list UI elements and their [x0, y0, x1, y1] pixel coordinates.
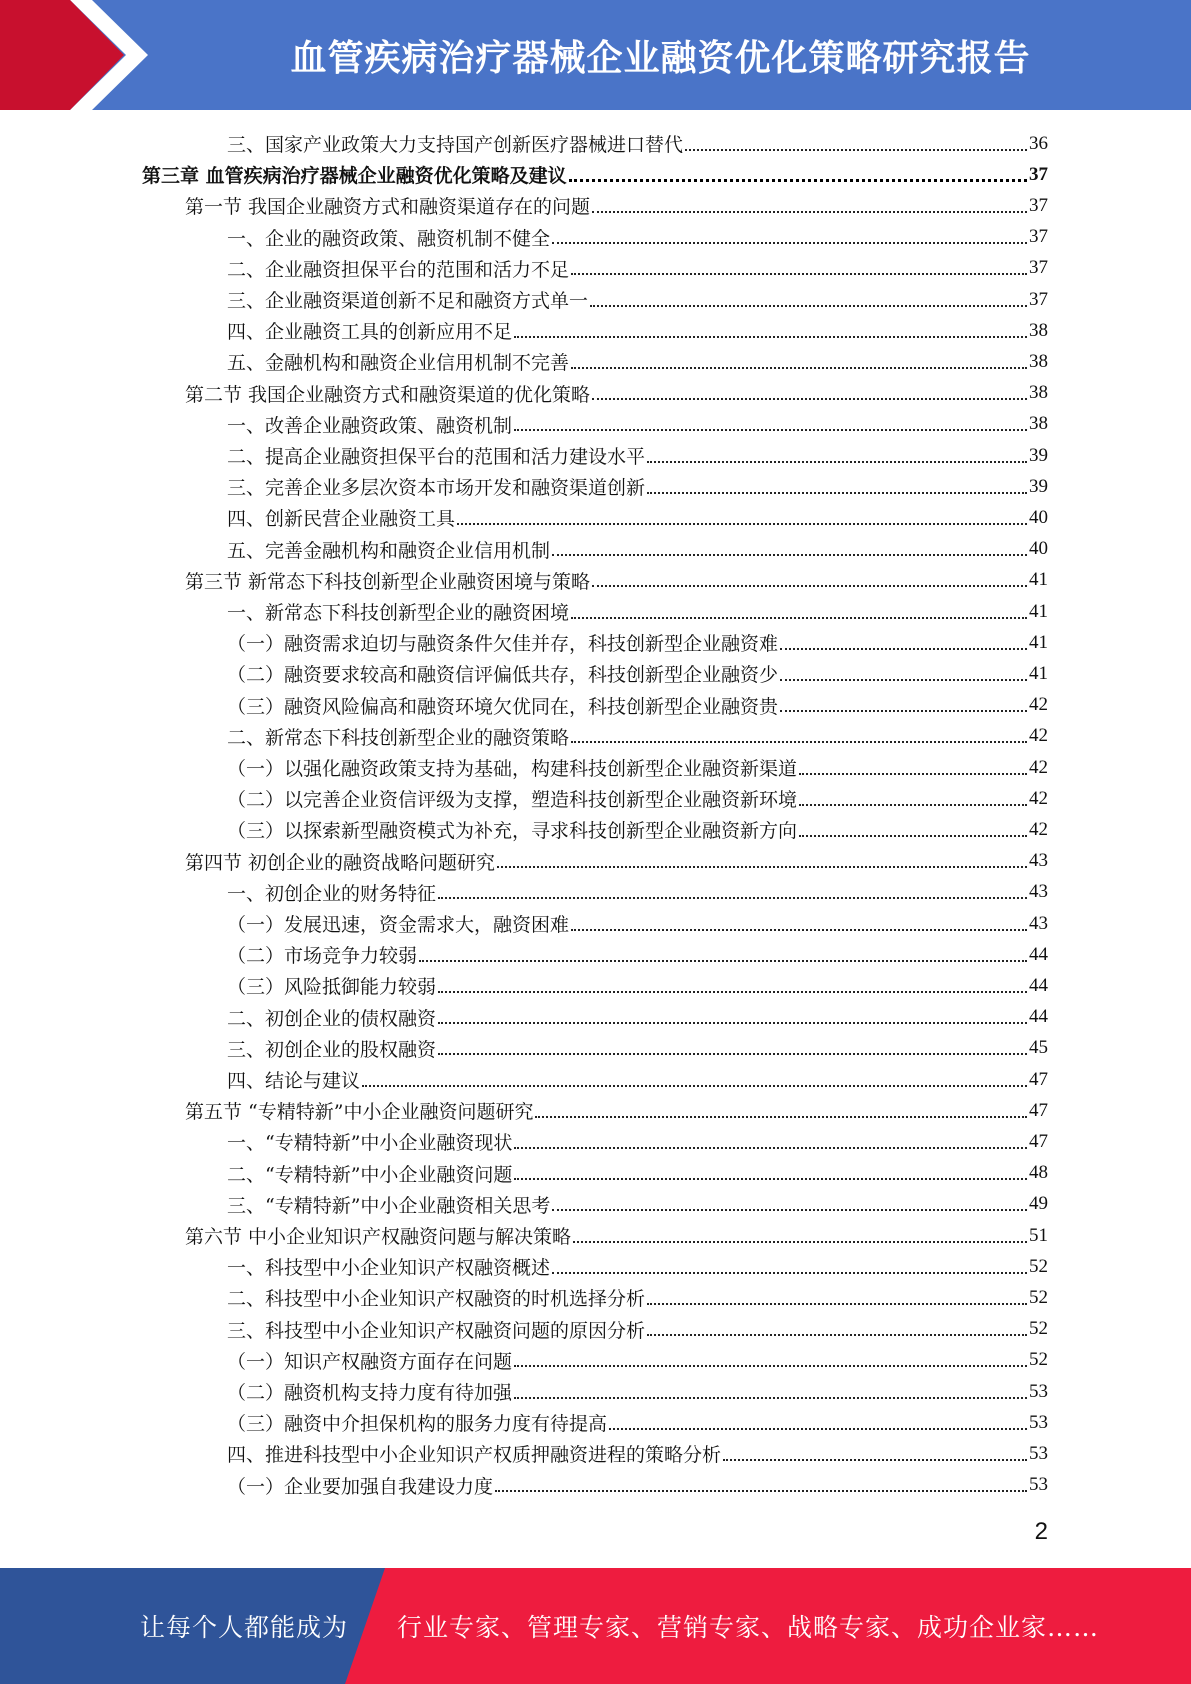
- toc-entry-page: 39: [1029, 475, 1048, 497]
- toc-entry-label: （一）以强化融资政策支持为基础，构建科技创新型企业融资新渠道: [227, 758, 798, 780]
- toc-dot-leader: [514, 1377, 1027, 1399]
- toc-dot-leader: [647, 1283, 1027, 1305]
- toc-entry[interactable]: [227, 471, 1048, 502]
- toc-entry-page: 52: [1029, 1349, 1048, 1371]
- toc-entry-page: 41: [1029, 662, 1048, 684]
- toc-entry[interactable]: [227, 877, 1048, 908]
- toc-entry-label: （二）市场竞争力较弱: [227, 945, 418, 968]
- toc-dot-leader: [362, 1065, 1027, 1087]
- toc-dot-leader: [552, 534, 1027, 556]
- toc-dot-leader: [685, 129, 1027, 151]
- report-title: 血管疾病治疗器械企业融资优化策略研究报告: [290, 37, 1031, 79]
- toc-entry[interactable]: [227, 315, 1048, 346]
- footer-slogan-left: 让每个人都能成为: [140, 1613, 349, 1642]
- toc-entry[interactable]: [227, 1314, 1048, 1345]
- toc-entry[interactable]: [227, 690, 1048, 721]
- toc-entry-page: 43: [1029, 881, 1048, 903]
- toc-dot-leader: [647, 1314, 1027, 1336]
- toc-entry[interactable]: [227, 128, 1048, 159]
- toc-entry-page: 42: [1029, 818, 1048, 840]
- toc-dot-leader: [438, 971, 1027, 993]
- page-footer: [0, 1568, 1191, 1684]
- toc-dot-leader: [535, 1096, 1027, 1118]
- toc-dot-leader: [571, 597, 1027, 619]
- toc-entry-page: 53: [1029, 1380, 1048, 1402]
- toc-entry-label: 一、新常态下科技创新型企业的融资困境: [227, 602, 570, 624]
- toc-entry[interactable]: [227, 1189, 1048, 1220]
- toc-entry-page: 52: [1029, 1255, 1048, 1277]
- toc-dot-leader: [514, 1345, 1027, 1367]
- toc-entry[interactable]: [185, 1220, 1048, 1251]
- toc-entry[interactable]: [227, 346, 1048, 377]
- toc-entry-page: 36: [1029, 132, 1048, 154]
- toc-entry-label: 第三章 血管疾病治疗器械企业融资优化策略及建议: [142, 165, 567, 188]
- toc-entry-page: 37: [1029, 163, 1048, 185]
- toc-entry-label: 三、“专精特新”中小企业融资相关思考: [227, 1194, 551, 1217]
- toc-dot-leader: [438, 877, 1027, 899]
- toc-dot-leader: [592, 378, 1027, 400]
- toc-entry[interactable]: [227, 1345, 1048, 1376]
- toc-entry-label: 四、创新民营企业融资工具: [227, 508, 456, 531]
- toc-entry-page: 49: [1029, 1193, 1048, 1215]
- toc-entry-page: 37: [1029, 257, 1048, 279]
- toc-dot-leader: [780, 690, 1027, 712]
- toc-entry-label: 二、新常态下科技创新型企业的融资策略: [227, 726, 570, 749]
- toc-entry-page: 38: [1029, 382, 1048, 404]
- toc-dot-leader: [552, 222, 1027, 244]
- toc-entry[interactable]: [227, 409, 1048, 440]
- toc-entry-page: 52: [1029, 1318, 1048, 1340]
- toc-dot-leader: [647, 472, 1027, 494]
- toc-dot-leader: [799, 784, 1027, 806]
- toc-entry-page: 41: [1029, 600, 1048, 622]
- toc-entry[interactable]: [227, 1438, 1048, 1469]
- toc-dot-leader: [514, 316, 1027, 338]
- toc-entry-label: （三）融资中介担保机构的服务力度有待提高: [227, 1413, 608, 1436]
- toc-entry-label: 四、推进科技型中小企业知识产权质押融资进程的策略分析: [227, 1444, 722, 1467]
- toc-dot-leader: [514, 409, 1027, 431]
- toc-entry-page: 40: [1029, 538, 1048, 560]
- toc-entry-page: 39: [1029, 444, 1048, 466]
- chevron-arrow-icon: [0, 0, 150, 110]
- toc-entry-label: （一）融资需求迫切与融资条件欠佳并存，科技创新型企业融资难: [227, 633, 779, 656]
- toc-entry-label: 二、科技型中小企业知识产权融资的时机选择分析: [227, 1288, 646, 1311]
- toc-dot-leader: [569, 159, 1027, 182]
- toc-entry[interactable]: [227, 1064, 1048, 1095]
- toc-entry-label: （一）发展迅速，资金需求大，融资困难: [227, 914, 570, 936]
- toc-entry-label: 三、初创企业的股权融资: [227, 1038, 437, 1061]
- toc-entry-page: 53: [1029, 1411, 1048, 1433]
- toc-dot-leader: [552, 1252, 1027, 1274]
- toc-entry-label: 二、初创企业的债权融资: [227, 1007, 437, 1030]
- toc-entry-label: （三）以探索新型融资模式为补充，寻求科技创新型企业融资新方向: [227, 820, 798, 843]
- toc-entry[interactable]: [227, 284, 1048, 315]
- toc-entry-page: 38: [1029, 319, 1048, 341]
- toc-entry[interactable]: [227, 1407, 1048, 1438]
- toc-dot-leader: [438, 1002, 1027, 1024]
- toc-entry-page: 44: [1029, 974, 1048, 996]
- toc-entry-page: 42: [1029, 694, 1048, 716]
- toc-dot-leader: [497, 846, 1027, 868]
- toc-dot-leader: [571, 721, 1027, 743]
- toc-entry-label: 一、改善企业融资政策、融资机制: [227, 414, 513, 437]
- toc-entry[interactable]: [227, 627, 1048, 658]
- toc-entry-page: 43: [1029, 912, 1048, 934]
- toc-entry-label: 一、初创企业的财务特征: [227, 882, 437, 905]
- toc-dot-leader: [457, 503, 1027, 525]
- toc-entry[interactable]: [227, 596, 1048, 627]
- toc-entry-page: 44: [1029, 1006, 1048, 1028]
- toc-entry-page: 42: [1029, 787, 1048, 809]
- toc-entry-label: 一、“专精特新”中小企业融资现状: [227, 1132, 513, 1155]
- toc-entry-label: 二、提高企业融资担保平台的范围和活力建设水平: [227, 446, 646, 468]
- toc-entry-label: 第四节 初创企业的融资战略问题研究: [185, 851, 496, 874]
- toc-dot-leader: [647, 441, 1027, 463]
- toc-dot-leader: [590, 285, 1027, 307]
- toc-entry-page: 37: [1029, 226, 1048, 248]
- toc-entry[interactable]: [227, 814, 1048, 845]
- toc-entry-label: 三、企业融资渠道创新不足和融资方式单一: [227, 290, 589, 312]
- toc-dot-leader: [780, 628, 1027, 650]
- toc-entry-label: 三、国家产业政策大力支持国产创新医疗器械进口替代: [227, 134, 684, 156]
- toc-entry[interactable]: [227, 502, 1048, 533]
- toc-entry-page: 41: [1029, 631, 1048, 653]
- toc-entry-page: 47: [1029, 1099, 1048, 1121]
- toc-dot-leader: [514, 1158, 1027, 1180]
- toc-entry-page: 53: [1029, 1474, 1048, 1496]
- toc-dot-leader: [723, 1439, 1027, 1461]
- toc-entry-page: 44: [1029, 943, 1048, 965]
- footer-slogan-right: 行业专家、管理专家、营销专家、战略专家、成功企业家……: [397, 1613, 1100, 1642]
- toc-entry[interactable]: [227, 908, 1048, 939]
- toc-entry-page: 53: [1029, 1442, 1048, 1464]
- toc-entry-label: 第一节 我国企业融资方式和融资渠道存在的问题: [185, 196, 591, 219]
- toc-entry[interactable]: [185, 846, 1048, 877]
- toc-entry-label: 第五节 “专精特新”中小企业融资问题研究: [185, 1101, 534, 1124]
- page-number: 2: [1034, 1518, 1048, 1545]
- toc-entry[interactable]: [185, 378, 1048, 409]
- toc-dot-leader: [799, 753, 1027, 775]
- toc-entry-page: 45: [1029, 1037, 1048, 1059]
- toc-dot-leader: [609, 1408, 1027, 1430]
- toc-entry[interactable]: [185, 190, 1048, 221]
- toc-entry-page: 41: [1029, 569, 1048, 591]
- toc-entry-page: 47: [1029, 1068, 1048, 1090]
- toc-dot-leader: [438, 1033, 1027, 1055]
- toc-dot-leader: [514, 1127, 1027, 1149]
- toc-entry-label: 三、科技型中小企业知识产权融资问题的原因分析: [227, 1319, 646, 1342]
- toc-entry-label: 四、结论与建议: [227, 1070, 361, 1092]
- toc-dot-leader: [780, 659, 1027, 681]
- toc-entry-page: 38: [1029, 413, 1048, 435]
- toc-entry-page: 43: [1029, 850, 1048, 872]
- toc-entry-page: 38: [1029, 350, 1048, 372]
- toc-entry-label: （一）企业要加强自我建设力度: [227, 1475, 494, 1498]
- toc-entry-label: 三、完善企业多层次资本市场开发和融资渠道创新: [227, 477, 646, 500]
- toc-entry[interactable]: [227, 253, 1048, 284]
- toc-entry-label: 二、“专精特新”中小企业融资问题: [227, 1163, 513, 1186]
- toc-entry[interactable]: [227, 752, 1048, 783]
- toc-entry-label: （三）融资风险偏高和融资环境欠优同在，科技创新型企业融资贵: [227, 695, 779, 718]
- toc-entry-label: （二）融资要求较高和融资信评偏低共存，科技创新型企业融资少: [227, 664, 779, 687]
- toc-entry[interactable]: [227, 1376, 1048, 1407]
- toc-dot-leader: [495, 1470, 1027, 1492]
- toc-entry-label: 第三节 新常态下科技创新型企业融资困境与策略: [185, 570, 591, 593]
- toc-entry[interactable]: [227, 783, 1048, 814]
- toc-entry-label: 一、科技型中小企业知识产权融资概述: [227, 1257, 551, 1280]
- toc-dot-leader: [592, 191, 1027, 213]
- toc-entry-page: 47: [1029, 1130, 1048, 1152]
- toc-entry-page: 42: [1029, 756, 1048, 778]
- toc-dot-leader: [571, 253, 1027, 275]
- toc-dot-leader: [571, 909, 1027, 931]
- toc-entry[interactable]: [227, 1251, 1048, 1282]
- toc-entry-label: （二）融资机构支持力度有待加强: [227, 1382, 513, 1404]
- toc-entry-page: 48: [1029, 1162, 1048, 1184]
- toc-entry[interactable]: [227, 1033, 1048, 1064]
- toc-entry-page: 37: [1029, 288, 1048, 310]
- toc-entry[interactable]: [227, 970, 1048, 1001]
- toc-entry[interactable]: [227, 1282, 1048, 1313]
- toc-entry[interactable]: [227, 1126, 1048, 1157]
- toc-entry[interactable]: [185, 1095, 1048, 1126]
- toc-entry-label: 二、企业融资担保平台的范围和活力不足: [227, 258, 570, 281]
- toc-entry-label: （一）知识产权融资方面存在问题: [227, 1350, 513, 1373]
- toc-entry[interactable]: [142, 159, 1048, 190]
- toc-entry-label: 五、完善金融机构和融资企业信用机制: [227, 539, 551, 562]
- toc-entry-label: （三）风险抵御能力较弱: [227, 976, 437, 999]
- toc-entry-label: 一、企业的融资政策、融资机制不健全: [227, 227, 551, 250]
- toc-entry-label: 第六节 中小企业知识产权融资问题与解决策略: [185, 1226, 572, 1248]
- toc-entry[interactable]: [227, 721, 1048, 752]
- toc-dot-leader: [419, 940, 1027, 962]
- toc-entry-page: 40: [1029, 506, 1048, 528]
- toc-entry-label: （二）以完善企业资信评级为支撑，塑造科技创新型企业融资新环境: [227, 789, 798, 812]
- toc-entry[interactable]: [227, 534, 1048, 565]
- toc-entry[interactable]: [227, 440, 1048, 471]
- toc-entry-page: 52: [1029, 1286, 1048, 1308]
- toc-entry[interactable]: [185, 565, 1048, 596]
- toc-entry-page: 51: [1029, 1224, 1048, 1246]
- toc-entry[interactable]: [227, 1470, 1048, 1501]
- toc-dot-leader: [552, 1189, 1027, 1211]
- toc-entry[interactable]: [227, 1158, 1048, 1189]
- toc-dot-leader: [592, 565, 1027, 587]
- toc-entry-label: 四、企业融资工具的创新应用不足: [227, 321, 513, 344]
- page-header: [0, 0, 1191, 110]
- toc-dot-leader: [799, 815, 1027, 837]
- toc-entry-label: 第二节 我国企业融资方式和融资渠道的优化策略: [185, 383, 591, 406]
- toc-entry-label: 五、金融机构和融资企业信用机制不完善: [227, 352, 570, 375]
- toc-entry[interactable]: [227, 658, 1048, 689]
- toc-entry[interactable]: [227, 1002, 1048, 1033]
- toc-entry[interactable]: [227, 939, 1048, 970]
- toc-dot-leader: [571, 347, 1027, 369]
- toc-entry[interactable]: [227, 222, 1048, 253]
- toc-dot-leader: [573, 1221, 1027, 1243]
- toc-entry-page: 37: [1029, 194, 1048, 216]
- toc-entry-page: 42: [1029, 725, 1048, 747]
